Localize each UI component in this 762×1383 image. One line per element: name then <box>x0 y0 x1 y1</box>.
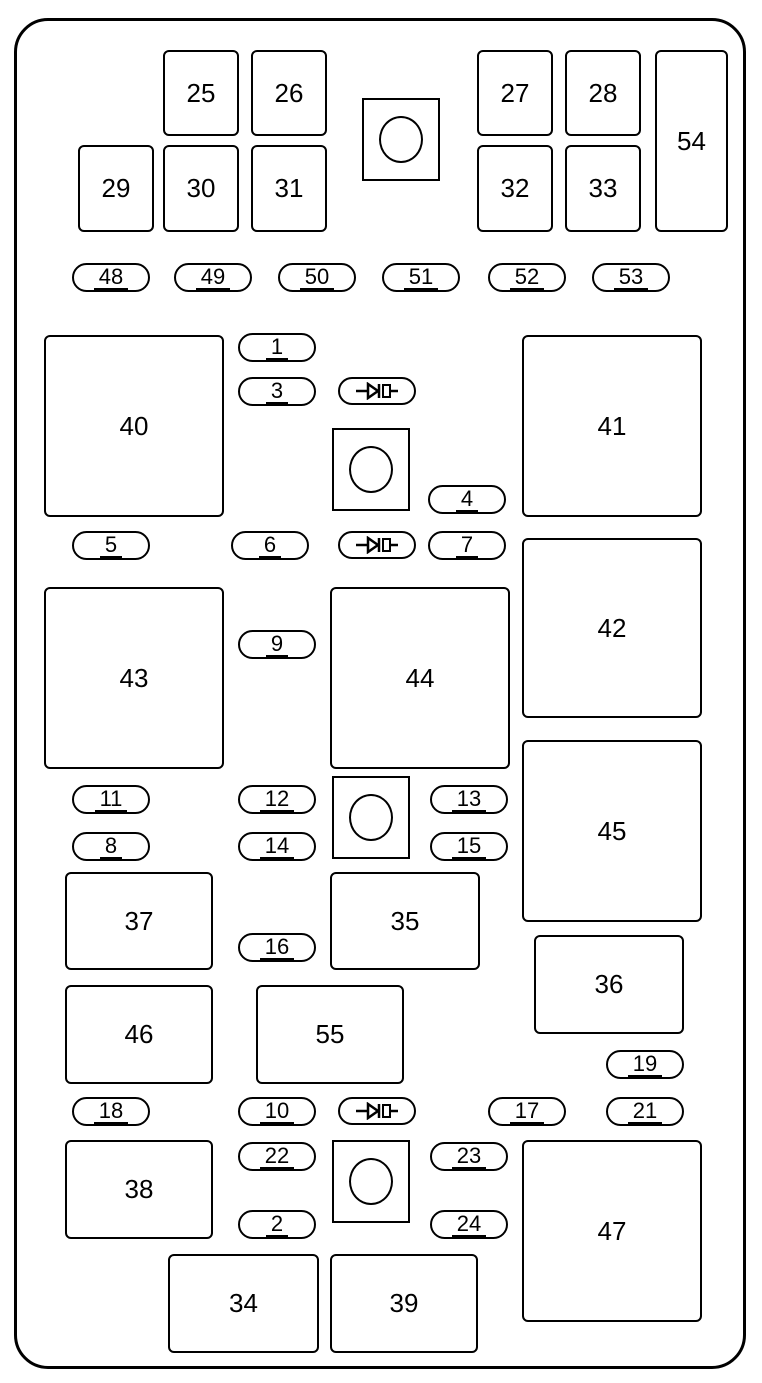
fuse-51 <box>382 263 460 292</box>
fuse-22 <box>238 1142 316 1171</box>
relay-26 <box>251 50 327 136</box>
relay-label: 55 <box>315 1019 345 1049</box>
fuse-label: 8 <box>100 835 122 859</box>
relay-35 <box>330 872 480 970</box>
fuse-label: 53 <box>614 266 648 290</box>
relay-label: 40 <box>119 410 149 441</box>
stud-hole-icon <box>349 446 393 493</box>
fuse-label: 52 <box>510 266 544 290</box>
diode-icon <box>354 1102 400 1120</box>
terminal-stud <box>332 428 410 511</box>
fuse-label: 22 <box>260 1145 294 1169</box>
fuse-10 <box>238 1097 316 1126</box>
fuse-21 <box>606 1097 684 1126</box>
fuse-24 <box>430 1210 508 1239</box>
relay-32 <box>477 145 553 232</box>
relay-38 <box>65 1140 213 1239</box>
terminal-stud <box>362 98 440 181</box>
fuse-label: 2 <box>266 1213 288 1237</box>
fuse-2 <box>238 1210 316 1239</box>
relay-39 <box>330 1254 478 1353</box>
fuse-1 <box>238 333 316 362</box>
relay-label: 33 <box>588 173 618 203</box>
fuse-label: 15 <box>452 835 486 859</box>
fuse-50 <box>278 263 356 292</box>
fuse-8 <box>72 832 150 861</box>
fuse-label: 21 <box>628 1100 662 1124</box>
terminal-stud <box>332 1140 410 1223</box>
fuse-label: 12 <box>260 788 294 812</box>
stud-hole-icon <box>349 1158 393 1205</box>
relay-43 <box>44 587 224 769</box>
fuse-label: 9 <box>266 633 288 657</box>
relay-45 <box>522 740 702 922</box>
relay-47 <box>522 1140 702 1322</box>
fuse-label: 49 <box>196 266 230 290</box>
fuse-label: 16 <box>260 936 294 960</box>
relay-label: 36 <box>594 969 624 999</box>
relay-label: 43 <box>119 662 149 693</box>
relay-label: 47 <box>597 1215 627 1246</box>
relay-label: 37 <box>124 905 154 936</box>
fuse-label: 3 <box>266 380 288 404</box>
relay-28 <box>565 50 641 136</box>
relay-31 <box>251 145 327 232</box>
fuse-label: 7 <box>456 534 478 558</box>
terminal-stud <box>332 776 410 859</box>
relay-label: 27 <box>500 77 530 108</box>
fuse-15 <box>430 832 508 861</box>
relay-30 <box>163 145 239 232</box>
fuse-label: 18 <box>94 1100 128 1124</box>
diode <box>338 531 416 559</box>
relay-33 <box>565 145 641 232</box>
stud-hole-icon <box>379 116 423 163</box>
fuse-19 <box>606 1050 684 1079</box>
relay-54 <box>655 50 728 232</box>
fuse-14 <box>238 832 316 861</box>
fuse-4 <box>428 485 506 514</box>
relay-46 <box>65 985 213 1084</box>
diode <box>338 1097 416 1125</box>
relay-41 <box>522 335 702 517</box>
fuse-49 <box>174 263 252 292</box>
relay-label: 34 <box>229 1288 258 1318</box>
fuse-13 <box>430 785 508 814</box>
relay-label: 32 <box>500 173 530 203</box>
relay-label: 54 <box>677 125 706 156</box>
relay-label: 39 <box>389 1288 419 1318</box>
relay-label: 35 <box>390 905 420 936</box>
relay-label: 45 <box>597 815 627 846</box>
relay-label: 31 <box>274 173 304 203</box>
fuse-23 <box>430 1142 508 1171</box>
diode-icon <box>354 382 400 400</box>
relay-label: 41 <box>597 410 627 441</box>
relay-36 <box>534 935 684 1034</box>
relay-label: 25 <box>186 77 216 108</box>
fuse-5 <box>72 531 150 560</box>
fuse-label: 17 <box>510 1100 544 1124</box>
stud-hole-icon <box>349 794 393 841</box>
fuse-label: 19 <box>628 1053 662 1077</box>
fuse-52 <box>488 263 566 292</box>
relay-label: 46 <box>124 1019 154 1049</box>
fuse-label: 48 <box>94 266 128 290</box>
relay-label: 28 <box>588 77 618 108</box>
relay-40 <box>44 335 224 517</box>
relay-55 <box>256 985 404 1084</box>
fuse-11 <box>72 785 150 814</box>
fuse-16 <box>238 933 316 962</box>
relay-34 <box>168 1254 319 1353</box>
fuse-label: 50 <box>300 266 334 290</box>
relay-label: 26 <box>274 77 304 108</box>
fuse-17 <box>488 1097 566 1126</box>
fuse-label: 10 <box>260 1100 294 1124</box>
fuse-18 <box>72 1097 150 1126</box>
fuse-7 <box>428 531 506 560</box>
relay-44 <box>330 587 510 769</box>
fuse-3 <box>238 377 316 406</box>
relay-29 <box>78 145 154 232</box>
fuse-6 <box>231 531 309 560</box>
fuse-12 <box>238 785 316 814</box>
fuse-48 <box>72 263 150 292</box>
relay-label: 30 <box>186 173 216 203</box>
fuse-label: 6 <box>259 534 281 558</box>
fuse-label: 14 <box>260 835 294 859</box>
fuse-label: 24 <box>452 1213 486 1237</box>
fuse-53 <box>592 263 670 292</box>
relay-27 <box>477 50 553 136</box>
fuse-label: 51 <box>404 266 438 290</box>
relay-37 <box>65 872 213 970</box>
relay-25 <box>163 50 239 136</box>
relay-label: 29 <box>101 173 131 203</box>
fuse-label: 23 <box>452 1145 486 1169</box>
fuse-label: 1 <box>266 336 288 360</box>
fuse-label: 4 <box>456 488 478 512</box>
diode <box>338 377 416 405</box>
relay-label: 42 <box>597 612 627 643</box>
fuse-label: 5 <box>100 534 122 558</box>
fuse-label: 13 <box>452 788 486 812</box>
relay-42 <box>522 538 702 718</box>
fuse-9 <box>238 630 316 659</box>
relay-label: 44 <box>405 662 435 693</box>
fuse-label: 11 <box>95 788 128 812</box>
relay-label: 38 <box>124 1174 154 1204</box>
diode-icon <box>354 536 400 554</box>
